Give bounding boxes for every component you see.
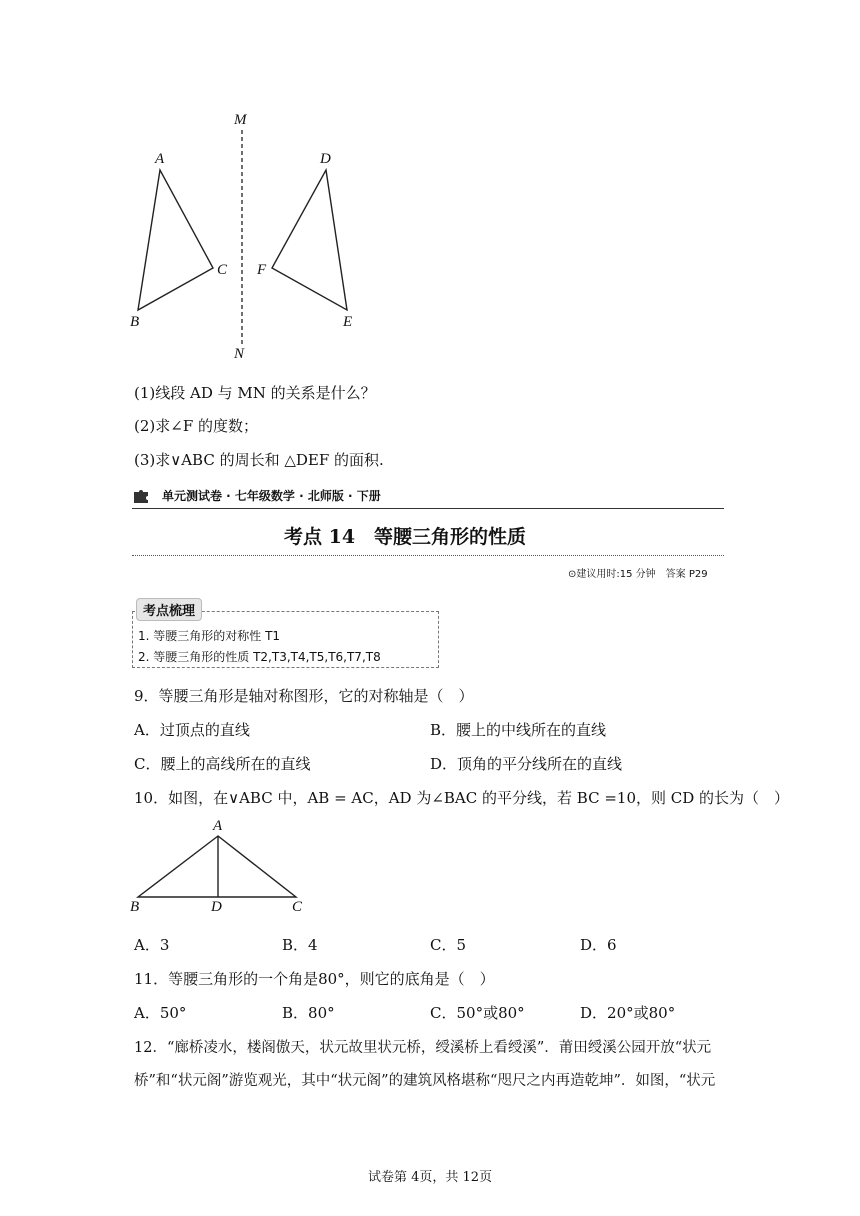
q9-option-d: D．顶角的平分线所在的直线 (430, 755, 623, 773)
label-c: C (217, 262, 228, 278)
q10-option-c: C．5 (430, 936, 467, 954)
label-m: M (234, 112, 247, 128)
review-line-1: 1. 等腰三角形的对称性 T1 (138, 629, 281, 643)
label-n: N (234, 346, 245, 362)
subquestion-2: (2)求∠F 的度数； (134, 417, 258, 435)
q12-line-1: 12．“廊桥凌水，楼阁傲天，状元故里状元桥，绶溪桥上看绶溪”．莆田绶溪公园开放“状元 (134, 1040, 712, 1056)
label-a: A (155, 151, 165, 167)
puzzle-icon (132, 486, 152, 504)
q10-stem: 10．如图，在∨ABC 中，AB = AC，AD 为∠BAC 的平分线，若 BC =10，则 CD 的长为（ ） (134, 789, 790, 807)
q11-option-b: B．80° (282, 1004, 335, 1022)
page-title: 考点 14 等腰三角形的性质 (284, 526, 527, 548)
q11-option-d: D．20°或80° (580, 1004, 676, 1022)
series-banner: 单元测试卷 · 七年级数学 · 北师版 · 下册 (162, 489, 381, 503)
figure-isosceles (130, 825, 310, 905)
banner-rule (132, 508, 724, 509)
q10-label-c: C (292, 899, 303, 915)
q10-label-d: D (211, 899, 222, 915)
page-footer: 试卷第 4页，共 12页 (368, 1170, 493, 1185)
time-info: ⊙建议用时:15 分钟 答案 P29 (568, 569, 708, 580)
q11-option-c: C．50°或80° (430, 1004, 525, 1022)
q10-label-b: B (130, 899, 140, 915)
q10-label-a: A (213, 818, 223, 834)
q12-line-2: 桥”和“状元阁”游览观光，其中“状元阁”的建筑风格堪称“咫尺之内再造乾坤”．如图，“状元 (134, 1073, 716, 1089)
subquestion-3: (3)求∨ABC 的周长和 △DEF 的面积. (134, 451, 384, 469)
q9-option-c: C．腰上的高线所在的直线 (134, 755, 311, 773)
q11-stem: 11．等腰三角形的一个角是80°，则它的底角是（ ） (134, 970, 495, 988)
label-e: E (343, 314, 353, 330)
q11-option-a: A．50° (134, 1004, 187, 1022)
q10-option-b: B．4 (282, 936, 318, 954)
q9-option-b: B．腰上的中线所在的直线 (430, 721, 607, 739)
q9-option-a: A．过顶点的直线 (134, 721, 250, 739)
review-tag: 考点梳理 (136, 598, 202, 621)
triangle-def (272, 170, 347, 310)
label-b: B (130, 314, 140, 330)
q10-option-a: A．3 (134, 936, 170, 954)
q10-option-d: D．6 (580, 936, 617, 954)
label-d: D (320, 151, 331, 167)
label-f: F (257, 262, 267, 278)
title-dotted-rule (132, 555, 724, 556)
triangle-abc (138, 170, 213, 310)
q9-stem: 9．等腰三角形是轴对称图形，它的对称轴是（ ） (134, 687, 474, 705)
figure-reflection (120, 110, 380, 370)
subquestion-1: (1)线段 AD 与 MN 的关系是什么？ (134, 384, 376, 402)
review-line-2: 2. 等腰三角形的性质 T2,T3,T4,T5,T6,T7,T8 (138, 650, 381, 664)
